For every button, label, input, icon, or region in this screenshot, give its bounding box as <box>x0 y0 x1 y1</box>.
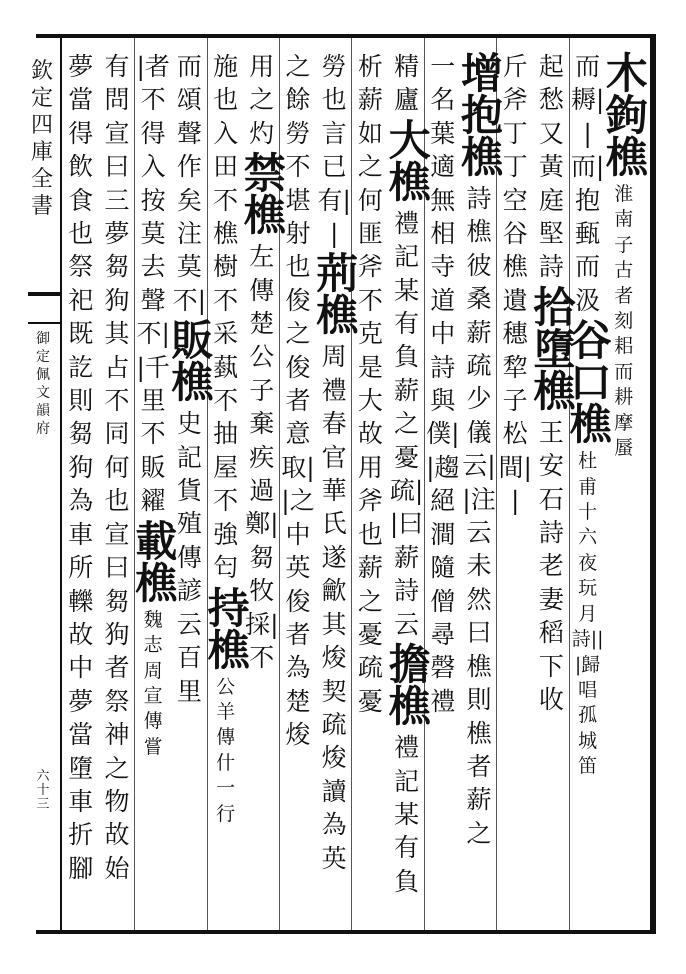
text-column <box>135 50 178 760</box>
headword: 擔樵 <box>388 640 431 732</box>
body-text: 用之灼 <box>249 52 275 148</box>
text-column <box>352 50 388 718</box>
headword: 木鉤樵 <box>605 49 648 182</box>
body-text: 斤斧丁丁空谷樵 <box>502 52 528 282</box>
body-text: 夢當得飲食也祭祀既訖則芻狗為車所轢故中夢當墮車折腳 <box>68 52 94 883</box>
body-text: 有問宣曰三夢芻狗其占不同何也宣曰芻狗者祭神之物故始 <box>104 52 130 883</box>
text-column <box>316 50 359 875</box>
text-column <box>99 50 135 885</box>
headword: 持樵 <box>207 583 250 675</box>
body-text: 一名葉適無相寺道中詩與僕||趨絕澗隨僧尋磬禮 <box>426 52 460 716</box>
annotation-text: 公羊傳什一行 <box>216 675 236 825</box>
headword: 增抱樵 <box>461 49 504 182</box>
headword: 荊樵 <box>316 249 359 341</box>
body-text: 析薪如之何匪斧不克是大故用斧也 <box>357 52 383 549</box>
body-text: 勞也言已有|| <box>317 52 351 249</box>
body-text: |而|抱甀而汲 <box>570 118 605 315</box>
text-column <box>461 49 504 850</box>
body-text: 禮記某有負薪之憂疏||曰薪詩云 <box>389 208 424 639</box>
fish-tail-mark <box>28 292 60 324</box>
text-column <box>171 50 214 708</box>
body-text: 俊之俊者意取||之中英俊者為楚焌 <box>281 285 315 750</box>
headword: 販樵 <box>171 316 214 408</box>
body-text: 之餘勞不堪射也 <box>285 52 311 282</box>
body-text: 起愁又黃庭堅詩 <box>538 52 564 282</box>
margin-page-number: 六十三 <box>36 769 50 812</box>
body-text: 入田不樵樹不采蓺不抽屋不強匄 <box>213 118 239 583</box>
body-text: 禮記某有負 <box>394 733 420 896</box>
headword: 大樵 <box>388 115 431 207</box>
text-column <box>63 50 99 885</box>
body-text: 而頌聲作矣注莫不| <box>172 52 207 315</box>
frame-bottom-border <box>36 930 656 934</box>
annotation-text: 淮南子古者刻耜而耕摩蜃 <box>614 183 634 460</box>
headword: 載樵 <box>135 516 178 608</box>
annotation-text: 魏志周宣傳嘗 <box>143 608 163 758</box>
body-text: 精廬 <box>394 52 420 115</box>
headword: 拾墮樵 <box>533 282 576 416</box>
body-text: 周禮春官華氏遂龡其焌契疏焌讀為英 <box>321 342 347 873</box>
text-column <box>207 50 250 827</box>
body-text: 施也 <box>213 52 239 115</box>
body-text: 遺穗犂子松間|| <box>498 285 532 516</box>
body-text: 史記貨殖傳諺云百里 <box>176 409 202 706</box>
body-text: |者不得入按莫去聲 <box>136 52 170 315</box>
body-text: 詩樵彼桑薪疏少儀云||注云未然曰樵則樵者薪之 <box>462 184 496 848</box>
margin-collection-title: 欽定四庫全書 <box>30 59 53 219</box>
text-column <box>533 50 576 717</box>
frame-top-border <box>36 34 656 38</box>
headword: 谷口樵 <box>569 316 612 450</box>
body-text: 薪之憂疏憂 <box>357 553 383 716</box>
headword: 禁樵 <box>243 149 286 241</box>
text-column <box>243 50 286 675</box>
body-text: 王安石詩老妻稻下收 <box>538 417 564 715</box>
body-text: 不||千里不販糴 <box>136 319 170 516</box>
body-text: 而耨| <box>570 52 605 115</box>
text-column <box>388 50 431 898</box>
annotation-text: 杜甫十六夜玩月詩|||歸唱孤城笛 <box>571 450 604 778</box>
frame-right-border <box>650 34 656 934</box>
margin-book-title: 御定佩文韻府 <box>36 331 50 437</box>
body-text: 左傳楚公子棄疾過鄭|芻牧採|不 <box>245 242 279 673</box>
frame-left-border <box>60 34 62 934</box>
